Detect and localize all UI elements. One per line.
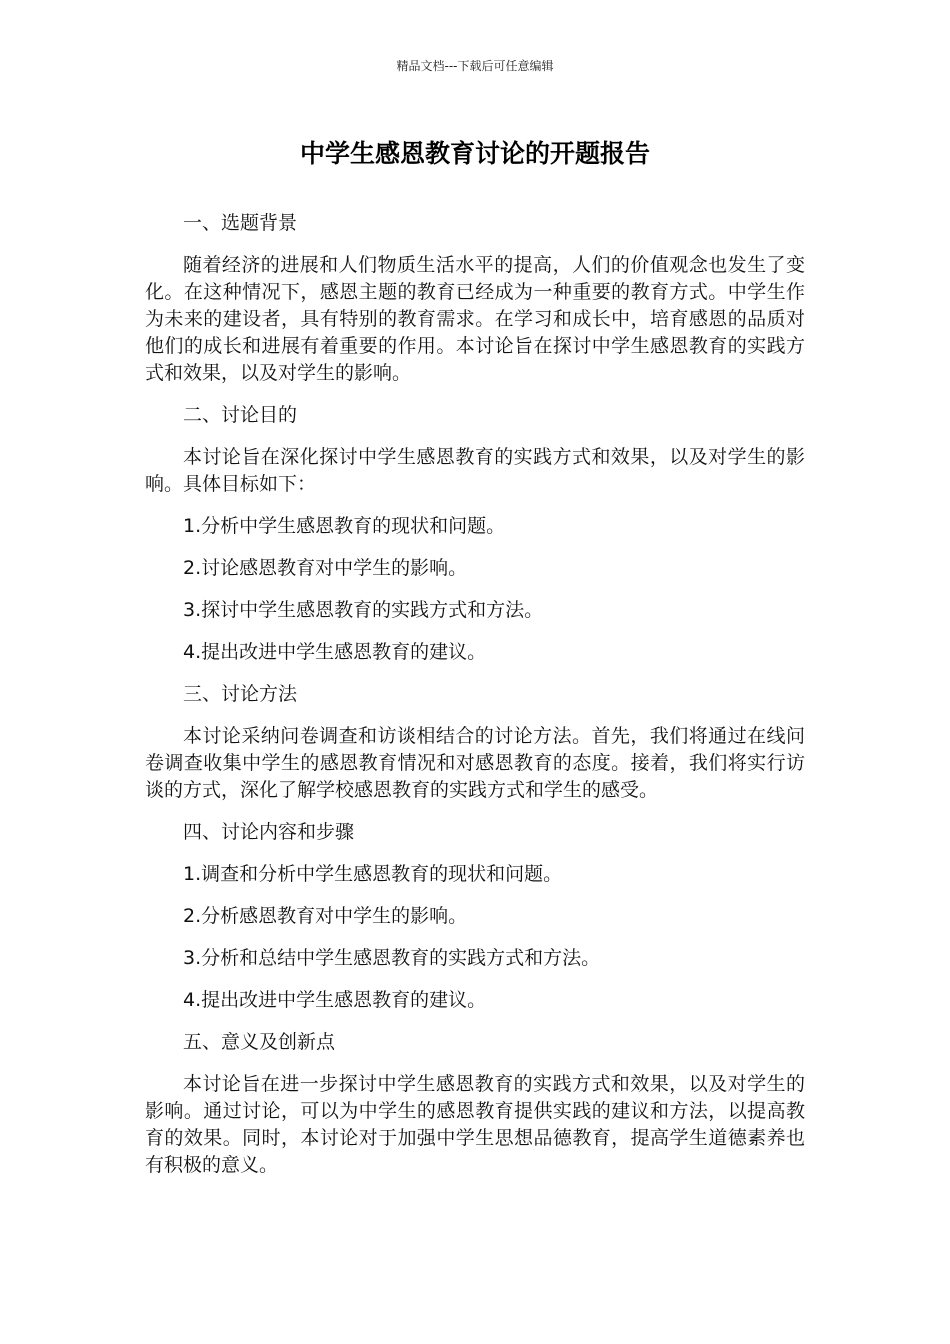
section-heading-significance: 五、意义及创新点 xyxy=(183,1031,336,1053)
purpose-item: 1.分析中学生感恩教育的现状和问题。 xyxy=(183,515,506,537)
purpose-paragraph: 本讨论旨在深化探讨中学生感恩教育的实践方式和效果，以及对学生的影响。具体目标如下： xyxy=(145,446,805,495)
document-body xyxy=(145,210,805,1194)
section-heading-content-steps: 四、讨论内容和步骤 xyxy=(183,821,355,843)
purpose-item: 3.探讨中学生感恩教育的实践方式和方法。 xyxy=(183,599,544,621)
significance-paragraph: 本讨论旨在进一步探讨中学生感恩教育的实践方式和效果，以及对学生的影响。通过讨论，可以为中学生的感恩教育提供实践的建议和方法，以提高教育的效果。同时，本讨论对于加强中学生思想品德教育，提高学生道德素养也有积极的意义。 xyxy=(145,1073,805,1176)
step-item: 4.提出改进中学生感恩教育的建议。 xyxy=(183,989,487,1011)
background-paragraph: 随着经济的进展和人们物质生活水平的提高，人们的价值观念也发生了变化。在这种情况下，感恩主题的教育已经成为一种重要的教育方式。中学生作为未来的建设者，具有特别的教育需求。在学习和成长中，培育感恩的品质对他们的成长和进展有着重要的作用。本讨论旨在探讨中学生感恩教育的实践方式和效果，以及对学生的影响。 xyxy=(145,254,805,384)
section-heading-purpose: 二、讨论目的 xyxy=(183,404,298,426)
purpose-item: 4.提出改进中学生感恩教育的建议。 xyxy=(183,641,487,663)
document-title: 中学生感恩教育讨论的开题报告 xyxy=(299,139,650,168)
purpose-item: 2.讨论感恩教育对中学生的影响。 xyxy=(183,557,468,579)
step-item: 2.分析感恩教育对中学生的影响。 xyxy=(183,905,468,927)
section-heading-background: 一、选题背景 xyxy=(183,212,298,234)
step-item: 1.调查和分析中学生感恩教育的现状和问题。 xyxy=(183,863,563,885)
section-heading-method: 三、讨论方法 xyxy=(183,683,298,705)
step-item: 3.分析和总结中学生感恩教育的实践方式和方法。 xyxy=(183,947,601,969)
header-note: 精品文档---下载后可任意编辑 xyxy=(396,59,554,73)
method-paragraph: 本讨论采纳问卷调查和访谈相结合的讨论方法。首先，我们将通过在线问卷调查收集中学生的感恩教育情况和对感恩教育的态度。接着，我们将实行访谈的方式，深化了解学校感恩教育的实践方式和学生的感受。 xyxy=(145,725,805,801)
